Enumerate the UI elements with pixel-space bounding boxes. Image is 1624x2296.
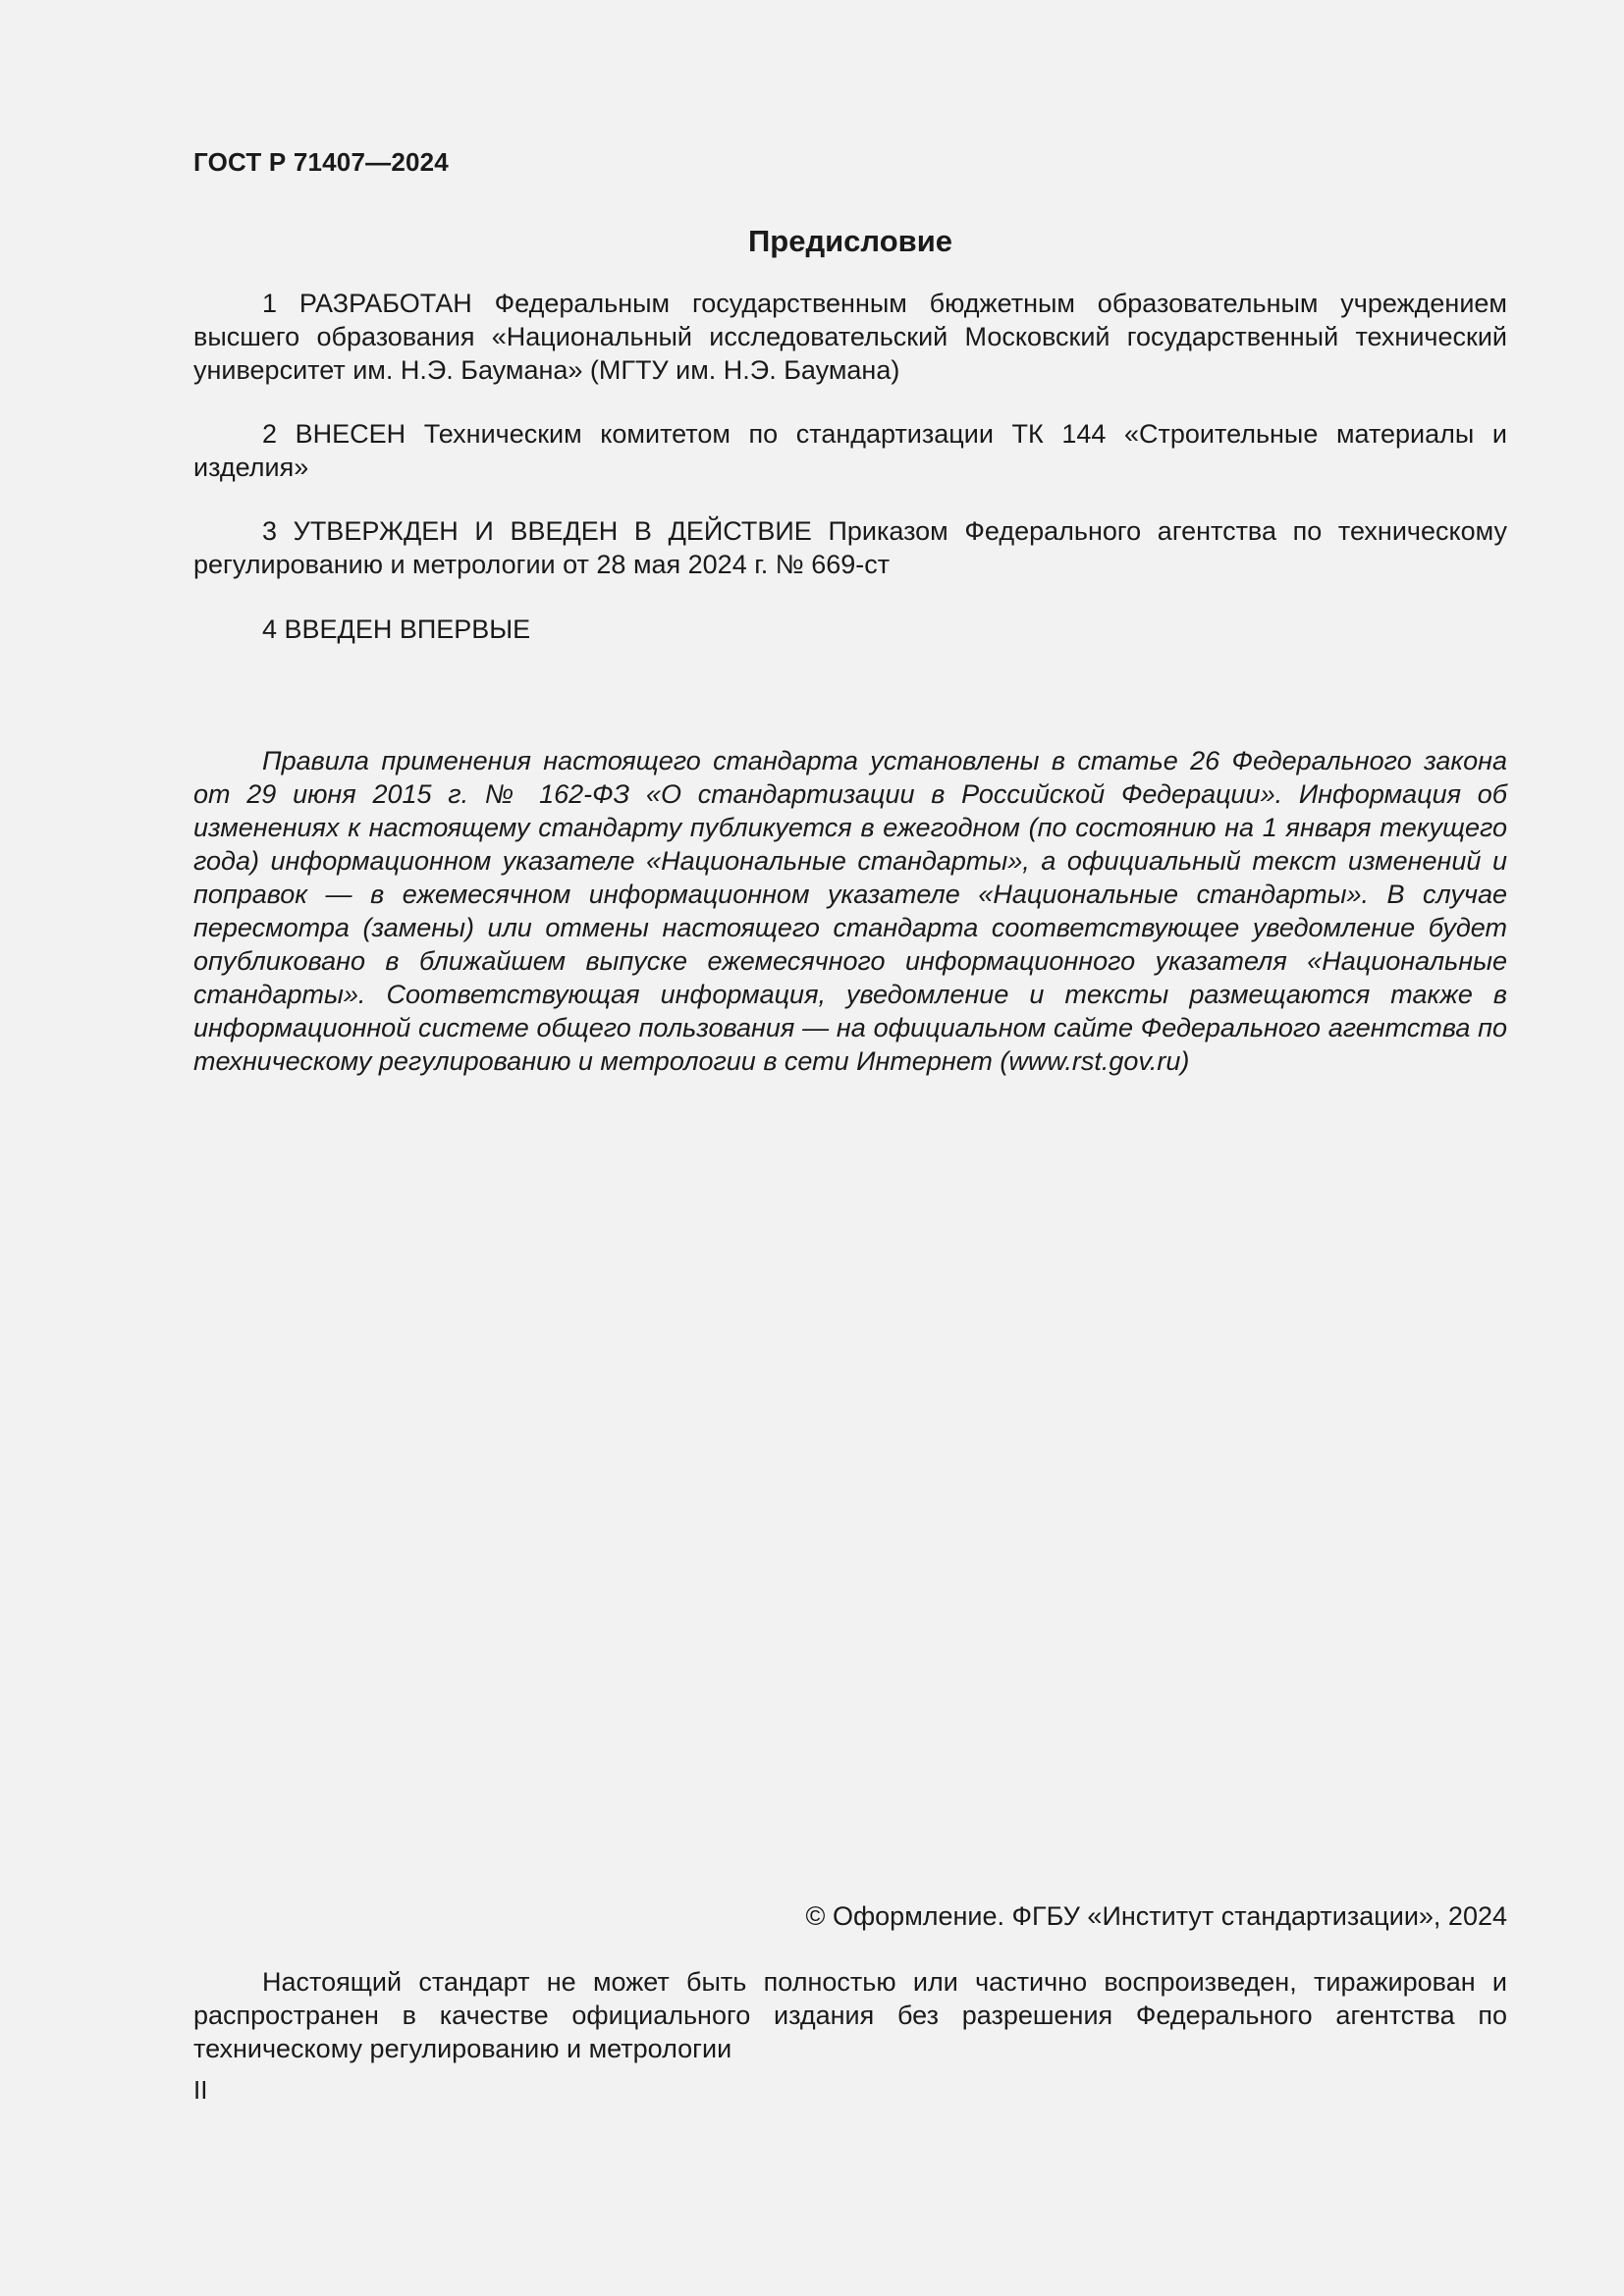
document-code: ГОСТ Р 71407—2024: [193, 147, 449, 177]
preface-item-submitted: 2 ВНЕСЕН Техническим комитетом по стандартизации ТК 144 «Строительные материалы и изделия»: [193, 419, 1507, 482]
reproduction-notice: Настоящий стандарт не может быть полностью или частично воспроизведен, тиражирован и распространен в качестве официального издания без разрешения Федерального агентства по техническому регулированию и метрологии: [193, 1967, 1507, 2063]
section-title: Предисловие: [747, 224, 952, 258]
rules-note: Правила применения настоящего стандарта установлены в статье 26 Федерального закона от 29 июня 2015 г. № 162-ФЗ «О стандартизации в Российской Федерации». Информация об изменениях к настоящему стандарту публикуется в ежегодном (по состоянию на 1 января текущего года) информационном указателе «Национальные стандарты», а официальный текст изменений и поправок — в ежемесячном информационном указателе «Национальные стандарты». В случае пересмотра (замены) или отмены настоящего стандарта соответствующее уведомление будет опубликовано в ближайшем выпуске ежемесячного информационного указателя «Национальные стандарты». Соответствующая информация, уведомление и тексты размещаются также в информационной системе общего пользования — на официальном сайте Федерального агентства по техническому регулированию и метрологии в сети Интернет (www.rst.gov.ru): [193, 746, 1507, 1076]
preface-item-developed: 1 РАЗРАБОТАН Федеральным государственным бюджетным образовательным учреждением высшего образования «Национальный исследовательский Московский государственный технический университет им. Н.Э. Баумана» (МГТУ им. Н.Э. Баумана): [193, 289, 1507, 385]
preface-item-approved: 3 УТВЕРЖДЕН И ВВЕДЕН В ДЕЙСТВИЕ Приказом Федерального агентства по техническому регулированию и метрологии от 28 мая 2024 г. № 669-ст: [193, 516, 1507, 579]
preface-item-introduced: 4 ВВЕДЕН ВПЕРВЫЕ: [262, 614, 531, 644]
page-number: II: [193, 2075, 208, 2105]
copyright-line: © Оформление. ФГБУ «Институт стандартизации», 2024: [805, 1901, 1507, 1931]
